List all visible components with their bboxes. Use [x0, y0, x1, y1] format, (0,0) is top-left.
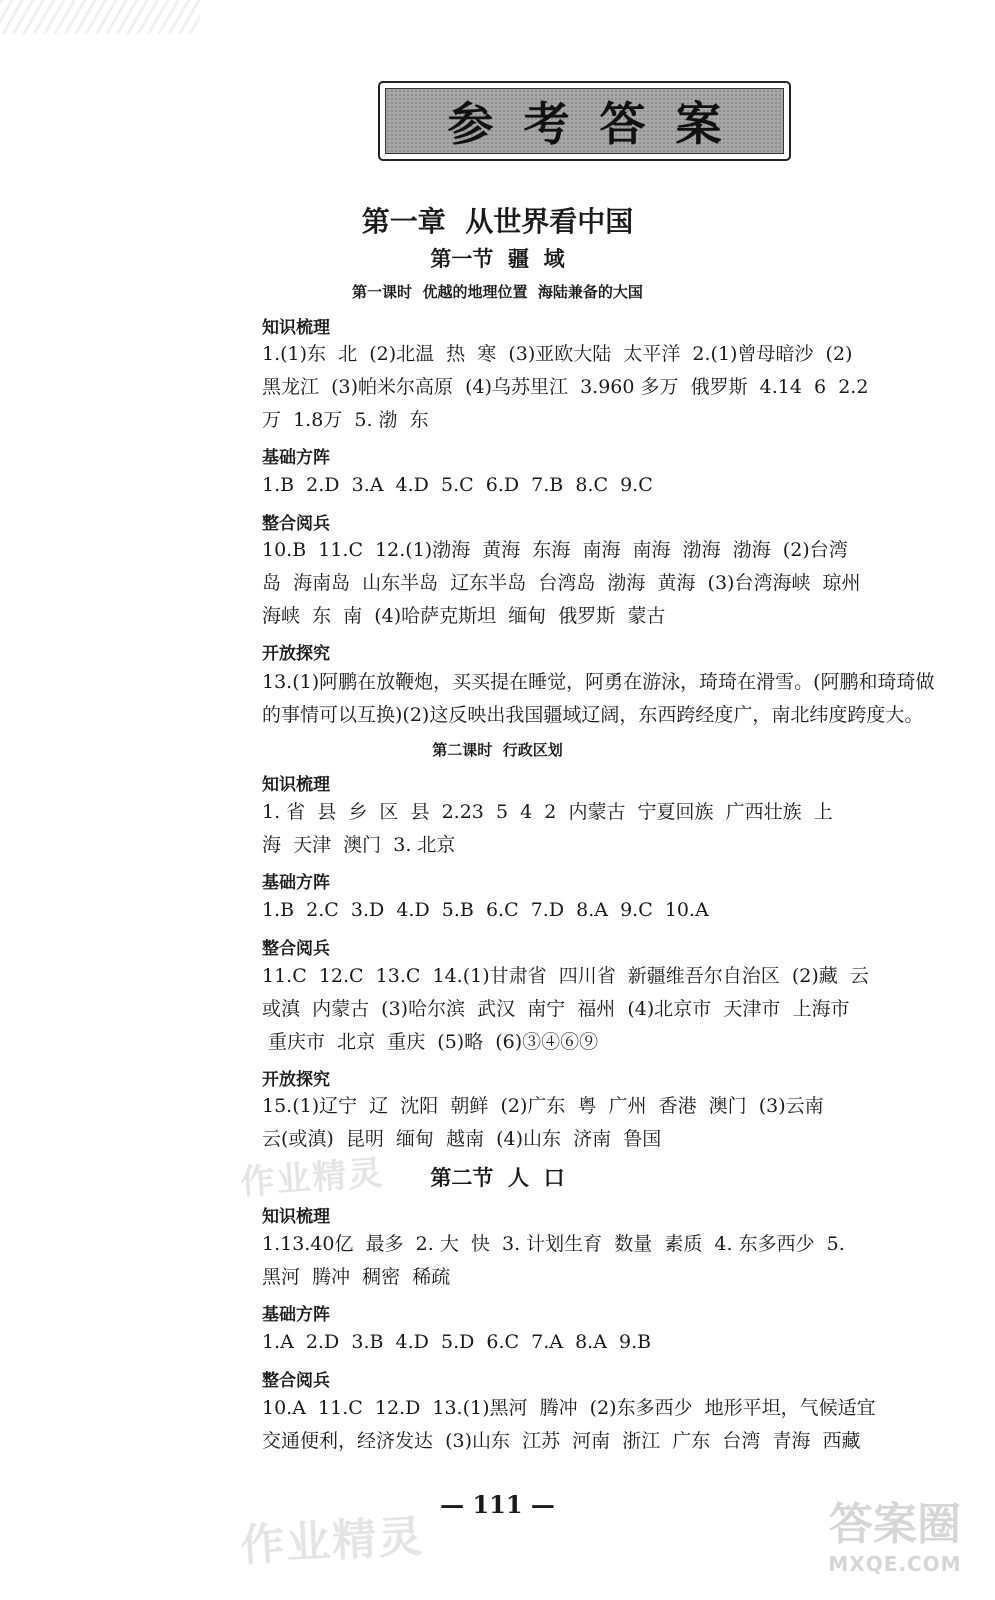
block-heading: 整合阅兵: [262, 939, 330, 959]
block-answer: 11.C 12.C 13.C 14.(1)甘肃省 四川省 新疆维吾尔自治区 (2)藏 云 或滇 内蒙古 (3)哈尔滨 武汉 南宁 福州 (4)北京市 天津市 上海市 重庆市 北京 重庆 (5)略 (6)③④⑥⑨: [262, 965, 869, 1053]
block-heading: 知识梳理: [262, 1207, 330, 1227]
page-number: — 111 —: [440, 1490, 555, 1519]
block-heading: 整合阅兵: [262, 1371, 330, 1391]
block-answer: 1. 省 县 乡 区 县 2.23 5 4 2 内蒙古 宁夏回族 广西壮族 上 海 天津 澳门 3. 北京: [262, 801, 833, 856]
answer-banner-inner: [385, 88, 784, 154]
block-answer: 1.(1)东 北 (2)北温 热 寒 (3)亚欧大陆 太平洋 2.(1)曾母暗沙 (2) 黑龙江 (3)帕米尔高原 (4)乌苏里江 3.960 多万 俄罗斯 4.14 6 2.2 万 1.8万 5. 渤 东: [262, 343, 869, 431]
block-heading: 基础方阵: [262, 448, 330, 468]
watermark-logo-text: 答案圈: [829, 1499, 961, 1550]
watermark-logo-url: MXQE.COM: [828, 1552, 962, 1576]
watermark-logo: [820, 1500, 970, 1590]
block-heading: 开放探究: [262, 644, 330, 664]
block-heading: 基础方阵: [262, 1305, 330, 1325]
lesson-title-location: 第一课时 优越的地理位置 海陆兼备的大国: [352, 283, 643, 301]
block-heading: 知识梳理: [262, 318, 330, 338]
block-answer: 1.B 2.C 3.D 4.D 5.B 6.C 7.D 8.A 9.C 10.A: [262, 899, 709, 921]
block-answer: 10.B 11.C 12.(1)渤海 黄海 东海 南海 南海 渤海 渤海 (2)台湾 岛 海南岛 山东半岛 辽东半岛 台湾岛 渤海 黄海 (3)台湾海峡 琼州 海峡 东 南 (4)哈萨克斯坦 缅甸 俄罗斯 蒙古: [262, 539, 861, 627]
block-answer: 10.A 11.C 12.D 13.(1)黑河 腾冲 (2)东多西少 地形平坦，气候适宜 交通便利，经济发达 (3)山东 江苏 河南 浙江 广东 台湾 青海 西藏: [262, 1397, 876, 1452]
lesson-title-admin-division: 第二课时 行政区划: [432, 741, 563, 759]
section-title-territory: 第一节 疆 域: [430, 247, 565, 271]
block-answer: 1.A 2.D 3.B 4.D 5.D 6.C 7.A 8.A 9.B: [262, 1331, 652, 1353]
block-answer: 13.(1)阿鹏在放鞭炮，买买提在睡觉，阿勇在游泳，琦琦在滑雪。(阿鹏和琦琦做 的事情可以互换)(2)这反映出我国疆域辽阔，东西跨经度广，南北纬度跨度大。: [262, 671, 935, 726]
block-heading: 开放探究: [262, 1070, 330, 1090]
corner-decoration: [0, 0, 200, 34]
watermark-mid: 作业精灵: [239, 1153, 386, 1203]
section-title-population: 第二节 人 口: [430, 1166, 565, 1190]
block-answer: 15.(1)辽宁 辽 沈阳 朝鲜 (2)广东 粤 广州 香港 澳门 (3)云南 云(或滇) 昆明 缅甸 越南 (4)山东 济南 鲁国: [262, 1095, 824, 1150]
chapter-title: 第一章 从世界看中国: [361, 205, 634, 238]
watermark-bottom: 作业精灵: [239, 1511, 426, 1572]
block-answer: 1.13.40亿 最多 2. 大 快 3. 计划生育 数量 素质 4. 东多西少 5. 黑河 腾冲 稠密 稀疏: [262, 1233, 845, 1288]
answer-banner: [378, 81, 791, 161]
banner-title: 参考答案: [447, 97, 752, 151]
block-answer: 1.B 2.D 3.A 4.D 5.C 6.D 7.B 8.C 9.C: [262, 474, 653, 496]
block-heading: 基础方阵: [262, 873, 330, 893]
block-heading: 知识梳理: [262, 775, 330, 795]
block-heading: 整合阅兵: [262, 514, 330, 534]
